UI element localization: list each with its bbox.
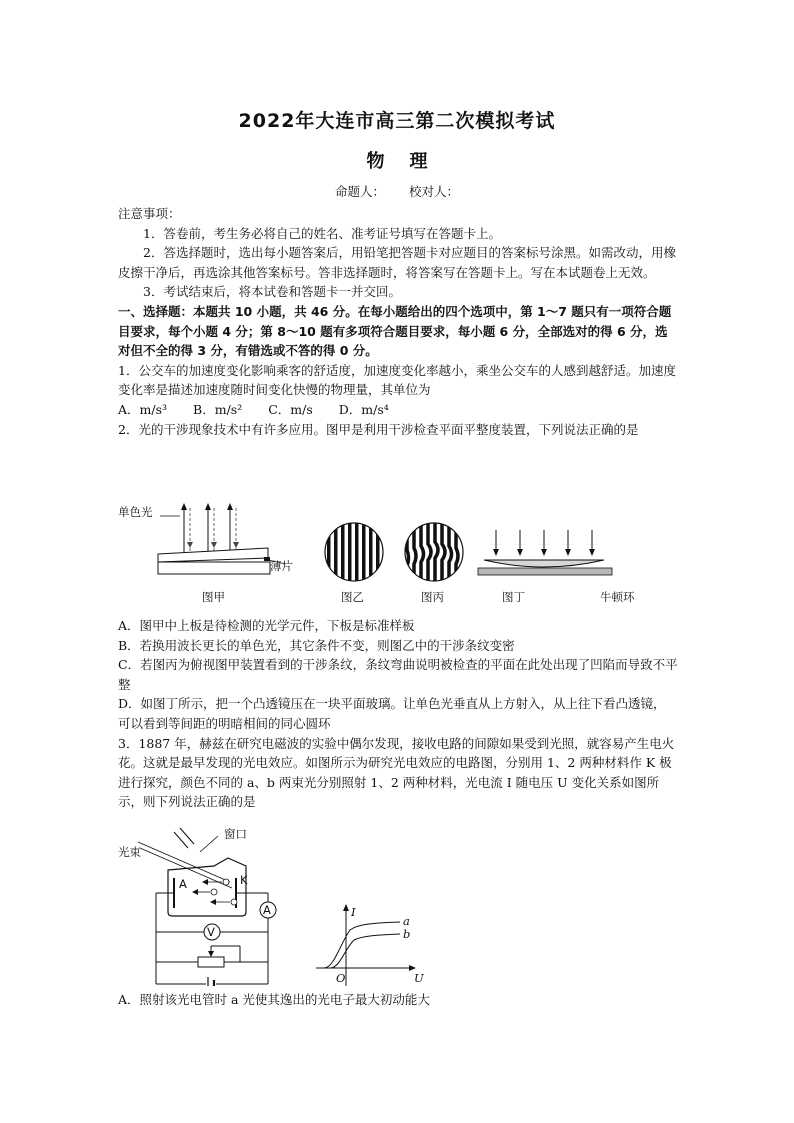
q2-option-a: A．图甲中上板是待检测的光学元件，下板是标准样板 [118, 618, 415, 633]
author-line [0, 182, 794, 200]
option-d: D．m/s⁴ [338, 401, 389, 417]
origin-label: O [336, 971, 346, 985]
note-item: 3．考试结束后，将本试卷和答题卡一并交回。 [143, 284, 401, 300]
option-b: B．m/s² [193, 401, 243, 417]
option-a: A．m/s³ [118, 401, 168, 417]
newton-rings-caption: 牛顿环 [600, 590, 635, 604]
question-1-stem: 1．公交车的加速度变化影响乘客的舒适度，加速度变化率越小，乘坐公交车的人感到越舒适。加速度变化率是描述加速度随时间变化快慢的物理量，其单位为 [118, 362, 676, 398]
note-item: 2．答选择题时，选出每小题答案后，用铅笔把答题卡对应题目的答案标号涂黑。如需改动，用橡皮擦干净后，再选涂其他答案标号。答非选择题时，将答案写在答题卡上。写在本试题卷上无效。 [118, 245, 676, 280]
notes-heading: 注意事项： [118, 206, 181, 221]
voltmeter-label: V [207, 925, 215, 939]
figure-jia [118, 503, 293, 604]
curve-b-label: b [403, 927, 411, 941]
window-label: 窗口 [224, 827, 247, 841]
exam-title: 2022年大连市高三第二次模拟考试 [238, 110, 556, 132]
figure-yi-caption: 图乙 [341, 590, 364, 604]
option-c: C．m/s [268, 401, 313, 417]
anode-label: A [179, 877, 187, 891]
voltage-axis-label: U [414, 971, 424, 985]
cathode-label: K [240, 873, 248, 887]
light-label: 单色光 [118, 505, 153, 519]
photoelectric-figure [118, 826, 438, 986]
note-item: 1．答卷前，考生务必将自己的姓名、准考证号填写在答题卡上。 [143, 225, 501, 241]
iv-graph [316, 904, 424, 986]
film-label: 薄片 [270, 559, 293, 573]
q2-option-c: C．若图丙为俯视图甲装置看到的干涉条纹，条纹弯曲说明被检查的平面在此处出现了凹陷而导致不平整 [118, 657, 678, 692]
q2-option-d: D．如图丁所示，把一个凸透镜压在一块平面玻璃。让单色光垂直从上方射入，从上往下看凸透镜，可以看到等间距的明暗相间的同心圆环 [118, 696, 666, 731]
exam-body [118, 204, 678, 439]
checker-label: 校对人： [408, 184, 459, 199]
question-2-stem: 2．光的干涉现象技术中有许多应用。图甲是利用干涉检查平面平整度装置，下列说法正确的是 [118, 421, 639, 437]
author-label: 命题人： [334, 184, 385, 199]
figure-yi [325, 523, 383, 604]
figure-ding-caption: 图丁 [502, 590, 525, 604]
interference-figure [118, 500, 678, 612]
photoelectric-circuit [118, 827, 276, 986]
q3-option-a: A．照射该光电管时 a 光使其逸出的光电子最大初动能大 [118, 992, 430, 1007]
curve-a-label: a [403, 914, 410, 928]
figure-ding [478, 530, 635, 604]
figure-bing-caption: 图丙 [421, 590, 444, 604]
beam-label: 光束 [118, 845, 141, 859]
section-heading: 一、选择题：本题共 10 小题，共 46 分。在每小题给出的四个选项中，第 1～7 题只有一项符合题目要求，每个小题 4 分；第 8～10 题有多项符合题目要求，每小题 6 分，全部选对的得 6 分，选对但不全的得 3 分，有错选或不答的得 0 分。 [118, 303, 672, 359]
current-axis-label: I [351, 905, 356, 919]
q2-option-b: B．若换用波长更长的单色光，其它条件不变，则图乙中的干涉条纹变密 [118, 637, 515, 653]
ammeter-label: A [263, 903, 271, 917]
subject-title: 物 理 [366, 151, 428, 172]
question-3-stem: 3．1887 年，赫兹在研究电磁波的实验中偶尔发现，接收电路的间隙如果受到光照，就容易产生电火花。这就是最早发现的光电效应。如图所示为研究光电效应的电路图，分别用 1、2 两种材料作 K 极进行探究，颜色不同的 a、b 两束光分别照射 1、2 两种材料，光电流 I 随电压 U 变化关系如图所示，则下列说法正确的是 [118, 735, 675, 810]
figure-bing [405, 523, 463, 604]
figure-jia-caption: 图甲 [202, 590, 225, 604]
question-1-options [118, 400, 678, 420]
question-2-options [118, 616, 678, 812]
